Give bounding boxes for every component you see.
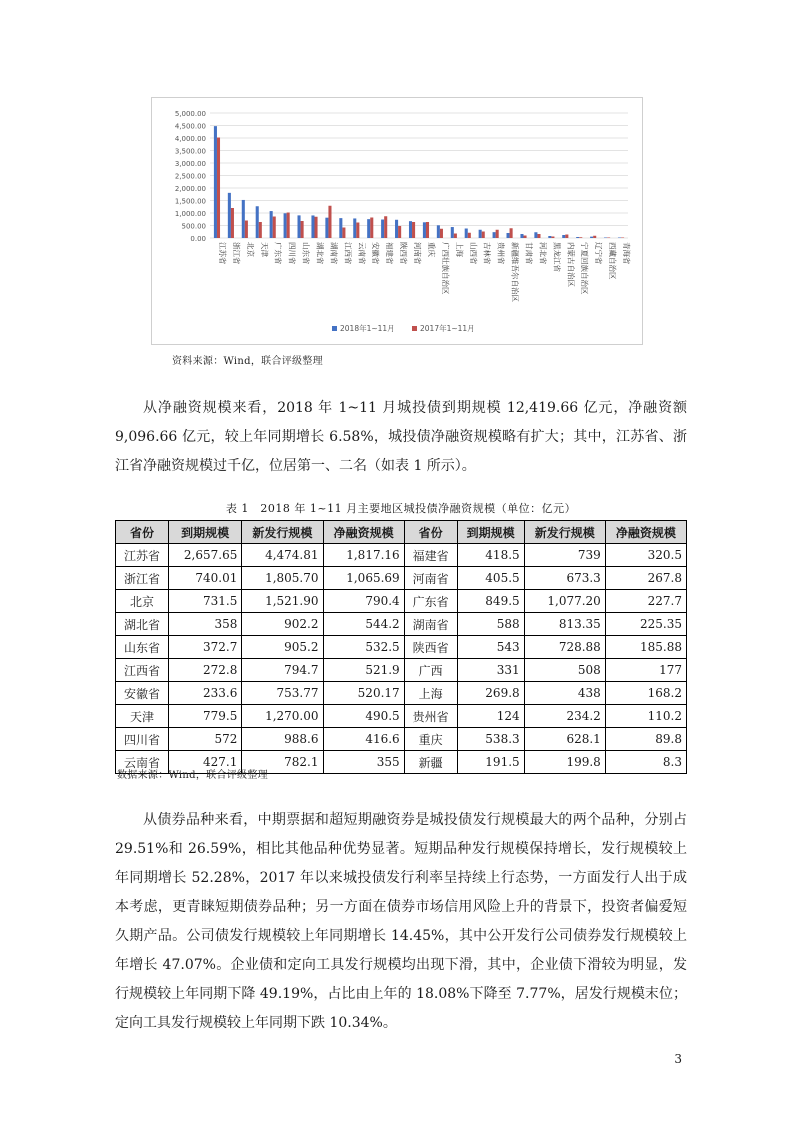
table-row bbox=[116, 705, 687, 728]
x-tick-label: 宁夏回族自治区 bbox=[580, 242, 590, 295]
table-row bbox=[116, 544, 687, 567]
bar-2018 bbox=[367, 219, 370, 238]
table-cell-value: 544.2 bbox=[323, 613, 404, 636]
table-cell-province: 北京 bbox=[116, 590, 169, 613]
y-tick-label: 0.00 bbox=[190, 235, 206, 243]
bar-2018 bbox=[228, 193, 231, 238]
bar-2017 bbox=[510, 228, 513, 238]
table-cell-value: 731.5 bbox=[168, 590, 241, 613]
header-province-left: 省份 bbox=[116, 521, 169, 544]
bar-2017 bbox=[370, 218, 373, 239]
x-tick-label: 江苏省 bbox=[217, 242, 227, 265]
page-number: 3 bbox=[674, 1052, 682, 1066]
bar-2017 bbox=[356, 223, 359, 239]
bar-2018 bbox=[465, 229, 468, 239]
table-cell-province: 浙江省 bbox=[116, 567, 169, 590]
bar-2017 bbox=[328, 206, 331, 238]
bar-2017 bbox=[524, 236, 527, 239]
table-cell-province: 湖北省 bbox=[116, 613, 169, 636]
table-cell-value: 177 bbox=[605, 659, 686, 682]
bar-2017 bbox=[607, 238, 610, 239]
bar-2018 bbox=[409, 221, 412, 238]
paragraph-net-financing: 从净融资规模来看，2018 年 1~11 月城投债到期规模 12,419.66 亿元，净融资额 9,096.66 亿元，较上年同期增长 6.58%，城投债净融资规模略有扩大；其中，江苏省、浙江省净融资规模过千亿，位居第一、二名（如表 1 所示）。 bbox=[115, 400, 687, 474]
bar-2018 bbox=[562, 235, 565, 238]
bar-2017 bbox=[551, 237, 554, 239]
x-tick-label: 山东省 bbox=[301, 242, 311, 265]
bar-2017 bbox=[259, 222, 262, 238]
table-cell-value: 234.2 bbox=[524, 705, 605, 728]
bar-chart bbox=[151, 97, 643, 345]
bar-2018 bbox=[437, 225, 440, 238]
legend-label: 2018年1~11月 bbox=[340, 324, 395, 333]
table-cell-value: 779.5 bbox=[168, 705, 241, 728]
x-tick-label: 广西壮族自治区 bbox=[440, 242, 450, 295]
table-cell-value: 673.3 bbox=[524, 567, 605, 590]
table-cell-value: 849.5 bbox=[457, 590, 524, 613]
x-tick-label: 浙江省 bbox=[231, 242, 241, 265]
table-cell-province: 广东省 bbox=[404, 590, 457, 613]
table-cell-province: 天津 bbox=[116, 705, 169, 728]
table-cell-value: 191.5 bbox=[457, 751, 524, 774]
header-maturity-left: 到期规模 bbox=[168, 521, 241, 544]
table-cell-value: 124 bbox=[457, 705, 524, 728]
bar-2018 bbox=[507, 233, 510, 238]
y-tick-label: 5,000.00 bbox=[174, 110, 206, 118]
bar-2018 bbox=[256, 206, 259, 238]
table-cell-value: 813.35 bbox=[524, 613, 605, 636]
table-cell-value: 427.1 bbox=[168, 751, 241, 774]
table-cell-province: 湖南省 bbox=[404, 613, 457, 636]
y-tick-label: 4,500.00 bbox=[174, 122, 206, 131]
header-issuance-right: 新发行规模 bbox=[524, 521, 605, 544]
table-row bbox=[116, 728, 687, 751]
bar-2018 bbox=[576, 237, 579, 238]
y-tick-label: 1,000.00 bbox=[174, 210, 206, 218]
table-cell-value: 628.1 bbox=[524, 728, 605, 751]
bar-2018 bbox=[590, 237, 593, 238]
header-maturity-right: 到期规模 bbox=[457, 521, 524, 544]
x-tick-label: 天津 bbox=[259, 242, 269, 257]
header-net-left: 净融资规模 bbox=[323, 521, 404, 544]
table-row bbox=[116, 567, 687, 590]
table-cell-value: 521.9 bbox=[323, 659, 404, 682]
table-cell-value: 902.2 bbox=[242, 613, 323, 636]
bar-2017 bbox=[565, 235, 568, 239]
table-cell-province: 江苏省 bbox=[116, 544, 169, 567]
x-tick-label: 甘肃省 bbox=[524, 242, 534, 265]
bar-2017 bbox=[231, 208, 234, 238]
bar-2018 bbox=[618, 238, 621, 239]
bar-2017 bbox=[398, 226, 401, 238]
bar-2018 bbox=[493, 232, 496, 238]
bar-2018 bbox=[298, 215, 301, 238]
x-tick-label: 辽宁省 bbox=[594, 242, 604, 265]
x-tick-label: 北京 bbox=[245, 242, 255, 257]
bar-2017 bbox=[287, 213, 290, 239]
chart-svg bbox=[152, 98, 642, 344]
table-cell-value: 532.5 bbox=[323, 636, 404, 659]
table-caption: 表 1 2018 年 1~11 月主要地区城投债净融资规模（单位：亿元） bbox=[225, 502, 577, 515]
x-tick-label: 吉林省 bbox=[482, 242, 492, 265]
x-tick-label: 江西省 bbox=[343, 242, 353, 265]
bar-2018 bbox=[548, 236, 551, 238]
x-tick-label: 广东省 bbox=[273, 242, 283, 265]
bar-2018 bbox=[270, 211, 273, 238]
bar-2017 bbox=[537, 234, 540, 238]
bar-2017 bbox=[315, 217, 318, 238]
table-cell-value: 168.2 bbox=[605, 682, 686, 705]
bar-2017 bbox=[301, 221, 304, 238]
bar-2018 bbox=[520, 234, 523, 238]
x-tick-label: 湖南省 bbox=[329, 242, 339, 265]
header-issuance-left: 新发行规模 bbox=[242, 521, 323, 544]
bar-2017 bbox=[440, 229, 443, 238]
table-cell-province: 安徽省 bbox=[116, 682, 169, 705]
x-tick-label: 福建省 bbox=[385, 242, 395, 265]
table-cell-value: 110.2 bbox=[605, 705, 686, 728]
table-cell-value: 1,270.00 bbox=[242, 705, 323, 728]
table-cell-value: 905.2 bbox=[242, 636, 323, 659]
table-cell-value: 320.5 bbox=[605, 544, 686, 567]
x-tick-label: 新疆维吾尔自治区 bbox=[510, 242, 520, 302]
table-cell-value: 405.5 bbox=[457, 567, 524, 590]
x-tick-label: 河北省 bbox=[538, 242, 548, 265]
table-cell-value: 1,805.70 bbox=[242, 567, 323, 590]
table-cell-value: 508 bbox=[524, 659, 605, 682]
bar-2017 bbox=[621, 238, 624, 239]
table-cell-province: 福建省 bbox=[404, 544, 457, 567]
header-net-right: 净融资规模 bbox=[605, 521, 686, 544]
y-tick-label: 3,000.00 bbox=[174, 160, 206, 168]
table-cell-value: 1,817.16 bbox=[323, 544, 404, 567]
bar-2018 bbox=[423, 222, 426, 238]
header-province-right: 省份 bbox=[404, 521, 457, 544]
y-tick-label: 1,500.00 bbox=[174, 197, 206, 206]
table-cell-value: 418.5 bbox=[457, 544, 524, 567]
x-tick-label: 内蒙古自治区 bbox=[566, 242, 576, 287]
bar-2017 bbox=[482, 232, 485, 239]
table-cell-value: 4,474.81 bbox=[242, 544, 323, 567]
table-cell-value: 225.35 bbox=[605, 613, 686, 636]
bar-2018 bbox=[604, 238, 607, 239]
x-tick-label: 青海省 bbox=[622, 242, 632, 265]
bar-2018 bbox=[353, 218, 356, 238]
table-cell-province: 上海 bbox=[404, 682, 457, 705]
y-tick-label: 500.00 bbox=[181, 222, 206, 231]
table-cell-value: 490.5 bbox=[323, 705, 404, 728]
legend-label: 2017年1~11月 bbox=[420, 324, 475, 333]
bar-2018 bbox=[242, 200, 245, 238]
table-cell-value: 588 bbox=[457, 613, 524, 636]
table-cell-province: 云南省 bbox=[116, 751, 169, 774]
table-cell-value: 227.7 bbox=[605, 590, 686, 613]
table-cell-value: 185.88 bbox=[605, 636, 686, 659]
bar-2018 bbox=[381, 220, 384, 238]
y-tick-label: 2,500.00 bbox=[174, 172, 206, 181]
table-cell-value: 543 bbox=[457, 636, 524, 659]
bar-2018 bbox=[451, 227, 454, 238]
table-cell-value: 790.4 bbox=[323, 590, 404, 613]
bar-2018 bbox=[395, 220, 398, 238]
bar-2017 bbox=[579, 237, 582, 238]
table-cell-value: 794.7 bbox=[242, 659, 323, 682]
table-cell-value: 358 bbox=[168, 613, 241, 636]
x-tick-label: 山西省 bbox=[468, 242, 478, 265]
table-cell-value: 233.6 bbox=[168, 682, 241, 705]
table-cell-province: 广西 bbox=[404, 659, 457, 682]
table-cell-value: 520.17 bbox=[323, 682, 404, 705]
bar-2018 bbox=[534, 232, 537, 238]
table-cell-value: 372.7 bbox=[168, 636, 241, 659]
x-tick-label: 陕西省 bbox=[399, 242, 409, 265]
bar-2017 bbox=[384, 216, 387, 238]
bar-2018 bbox=[325, 218, 328, 238]
table-cell-province: 河南省 bbox=[404, 567, 457, 590]
bar-2017 bbox=[245, 221, 248, 239]
table-cell-province: 贵州省 bbox=[404, 705, 457, 728]
bar-2017 bbox=[468, 233, 471, 238]
table-cell-value: 740.01 bbox=[168, 567, 241, 590]
table-cell-province: 山东省 bbox=[116, 636, 169, 659]
x-tick-label: 贵州省 bbox=[496, 242, 506, 265]
table-cell-value: 272.8 bbox=[168, 659, 241, 682]
y-tick-label: 4,000.00 bbox=[174, 135, 206, 143]
bar-2018 bbox=[311, 215, 314, 238]
net-financing-table bbox=[115, 520, 687, 774]
bar-2018 bbox=[284, 213, 287, 238]
table-cell-value: 89.8 bbox=[605, 728, 686, 751]
table-cell-value: 782.1 bbox=[242, 751, 323, 774]
table-cell-value: 438 bbox=[524, 682, 605, 705]
bar-2017 bbox=[217, 138, 220, 239]
bar-2017 bbox=[412, 222, 415, 238]
table-cell-value: 199.8 bbox=[524, 751, 605, 774]
x-tick-label: 云南省 bbox=[357, 242, 367, 265]
bar-2017 bbox=[496, 230, 499, 238]
x-tick-label: 安徽省 bbox=[371, 242, 381, 265]
table-cell-value: 2,657.65 bbox=[168, 544, 241, 567]
table-cell-province: 新疆 bbox=[404, 751, 457, 774]
table-cell-value: 538.3 bbox=[457, 728, 524, 751]
bar-2018 bbox=[214, 126, 217, 238]
x-tick-label: 黑龙江省 bbox=[552, 242, 562, 272]
legend-swatch bbox=[332, 326, 337, 331]
x-tick-label: 河南省 bbox=[413, 242, 423, 265]
bar-2017 bbox=[273, 217, 276, 239]
x-tick-label: 西藏自治区 bbox=[608, 242, 618, 280]
bar-2018 bbox=[479, 230, 482, 238]
table-row bbox=[116, 682, 687, 705]
bar-2017 bbox=[342, 228, 345, 239]
bar-2017 bbox=[454, 234, 457, 239]
y-tick-label: 3,500.00 bbox=[174, 147, 206, 156]
table-row bbox=[116, 613, 687, 636]
x-tick-label: 重庆 bbox=[426, 242, 436, 257]
x-tick-label: 上海 bbox=[454, 242, 464, 257]
table-cell-value: 572 bbox=[168, 728, 241, 751]
table-cell-value: 988.6 bbox=[242, 728, 323, 751]
table-cell-value: 739 bbox=[524, 544, 605, 567]
chart-source-note: 资料来源：Wind，联合评级整理 bbox=[172, 356, 323, 367]
bar-2017 bbox=[426, 222, 429, 238]
table-source-note: 数据来源：Wind，联合评级整理 bbox=[117, 770, 268, 781]
table-cell-value: 753.77 bbox=[242, 682, 323, 705]
table-cell-value: 416.6 bbox=[323, 728, 404, 751]
legend-swatch bbox=[412, 326, 417, 331]
table-cell-value: 728.88 bbox=[524, 636, 605, 659]
table-cell-value: 355 bbox=[323, 751, 404, 774]
table-header-row bbox=[116, 521, 687, 544]
table-cell-value: 1,521.90 bbox=[242, 590, 323, 613]
table-cell-value: 331 bbox=[457, 659, 524, 682]
x-tick-label: 湖北省 bbox=[315, 242, 325, 265]
table-row bbox=[116, 590, 687, 613]
table-cell-province: 四川省 bbox=[116, 728, 169, 751]
table-cell-value: 269.8 bbox=[457, 682, 524, 705]
table-cell-province: 陕西省 bbox=[404, 636, 457, 659]
bar-2017 bbox=[593, 236, 596, 238]
table-row bbox=[116, 636, 687, 659]
x-tick-label: 四川省 bbox=[287, 242, 297, 265]
paragraph-bond-types: 从债券品种来看，中期票据和超短期融资券是城投债发行规模最大的两个品种，分别占 29.51%和 26.59%，相比其他品种优势显著。短期品种发行规模保持增长，发行规模较上年同期增长 52.28%，2017 年以来城投债发行利率呈持续上行态势，一方面发行人出于成本考虑，更青睐短期债券品种；另一方面在债券市场信用风险上升的背景下，投资者偏爱短久期产品。公司债发行规模较上年同期增长 14.45%，其中公开发行公司债券发行规模较上年增长 47.07%。企业债和定向工具发行规模均出现下滑，其中，企业债下滑较为明显，发行规模较上年同期下降 49.19%，占比由上年的 18.08%下降至 7.77%，居发行规模末位；定向工具发行规模较上年同期下跌 10.34%。 bbox=[115, 812, 687, 1031]
table-row bbox=[116, 659, 687, 682]
y-tick-label: 2,000.00 bbox=[174, 185, 206, 193]
table-cell-value: 8.3 bbox=[605, 751, 686, 774]
table-cell-value: 267.8 bbox=[605, 567, 686, 590]
table-cell-province: 江西省 bbox=[116, 659, 169, 682]
table-cell-province: 重庆 bbox=[404, 728, 457, 751]
bar-2018 bbox=[339, 218, 342, 238]
table-cell-value: 1,077.20 bbox=[524, 590, 605, 613]
table-cell-value: 1,065.69 bbox=[323, 567, 404, 590]
